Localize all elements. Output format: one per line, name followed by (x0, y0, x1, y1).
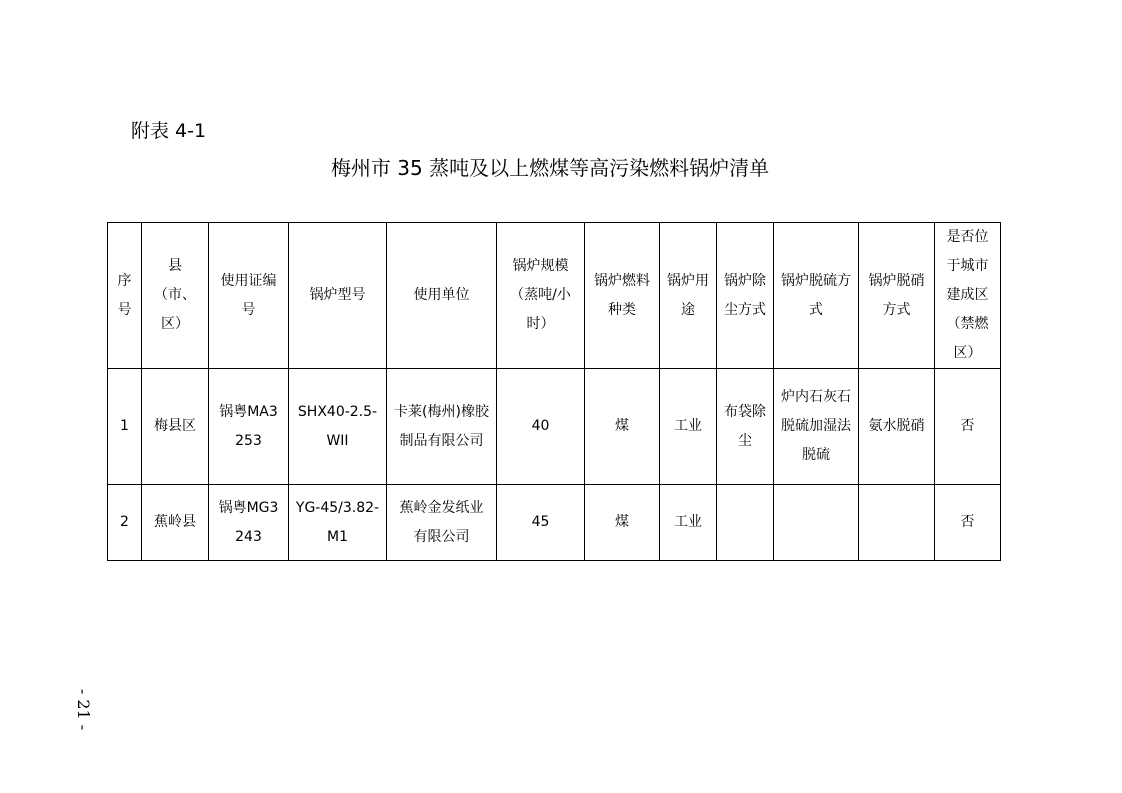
table-cell: 锅粤MG3243 (209, 485, 289, 561)
table-cell: 卡莱(梅州)橡胶制品有限公司 (387, 369, 497, 485)
annex-label: 附表 4-1 (131, 120, 207, 142)
table-header-row (108, 223, 1001, 369)
table-cell: 否 (935, 485, 1001, 561)
table-cell (717, 485, 774, 561)
header-cell: 锅炉脱硫方式 (774, 223, 859, 369)
table-cell: 否 (935, 369, 1001, 485)
table-cell: 蕉岭金发纸业有限公司 (387, 485, 497, 561)
table-cell: 氨水脱硝 (859, 369, 935, 485)
table-cell: 锅粤MA3253 (209, 369, 289, 485)
header-cell: 锅炉脱硝方式 (859, 223, 935, 369)
header-cell: 序号 (108, 223, 142, 369)
table-cell: YG-45/3.82-M1 (289, 485, 387, 561)
header-cell: 锅炉规模（蒸吨/小时） (497, 223, 585, 369)
table-cell: 布袋除尘 (717, 369, 774, 485)
header-cell: 锅炉除尘方式 (717, 223, 774, 369)
table-cell: 煤 (585, 485, 660, 561)
header-cell: 使用证编号 (209, 223, 289, 369)
table-cell: 1 (108, 369, 142, 485)
document-title: 梅州市 35 蒸吨及以上燃煤等高污染燃料锅炉清单 (330, 156, 770, 180)
table-row (108, 485, 1001, 561)
table-cell: 煤 (585, 369, 660, 485)
table-cell (774, 485, 859, 561)
table-row (108, 369, 1001, 485)
table-cell: SHX40-2.5-WII (289, 369, 387, 485)
table-cell: 炉内石灰石脱硫加湿法脱硫 (774, 369, 859, 485)
table-cell: 45 (497, 485, 585, 561)
header-cell: 是否位于城市建成区（禁燃区） (935, 223, 1001, 369)
header-cell: 使用单位 (387, 223, 497, 369)
table-cell: 工业 (660, 485, 717, 561)
table-cell: 梅县区 (142, 369, 209, 485)
table-cell: 2 (108, 485, 142, 561)
table-cell (859, 485, 935, 561)
header-cell: 锅炉型号 (289, 223, 387, 369)
page-number: - 21 - (74, 688, 94, 731)
boiler-list-table (107, 222, 1001, 561)
table-cell: 40 (497, 369, 585, 485)
header-cell: 锅炉燃料种类 (585, 223, 660, 369)
table-cell: 蕉岭县 (142, 485, 209, 561)
header-cell: 县（市、区） (142, 223, 209, 369)
header-cell: 锅炉用途 (660, 223, 717, 369)
table-cell: 工业 (660, 369, 717, 485)
